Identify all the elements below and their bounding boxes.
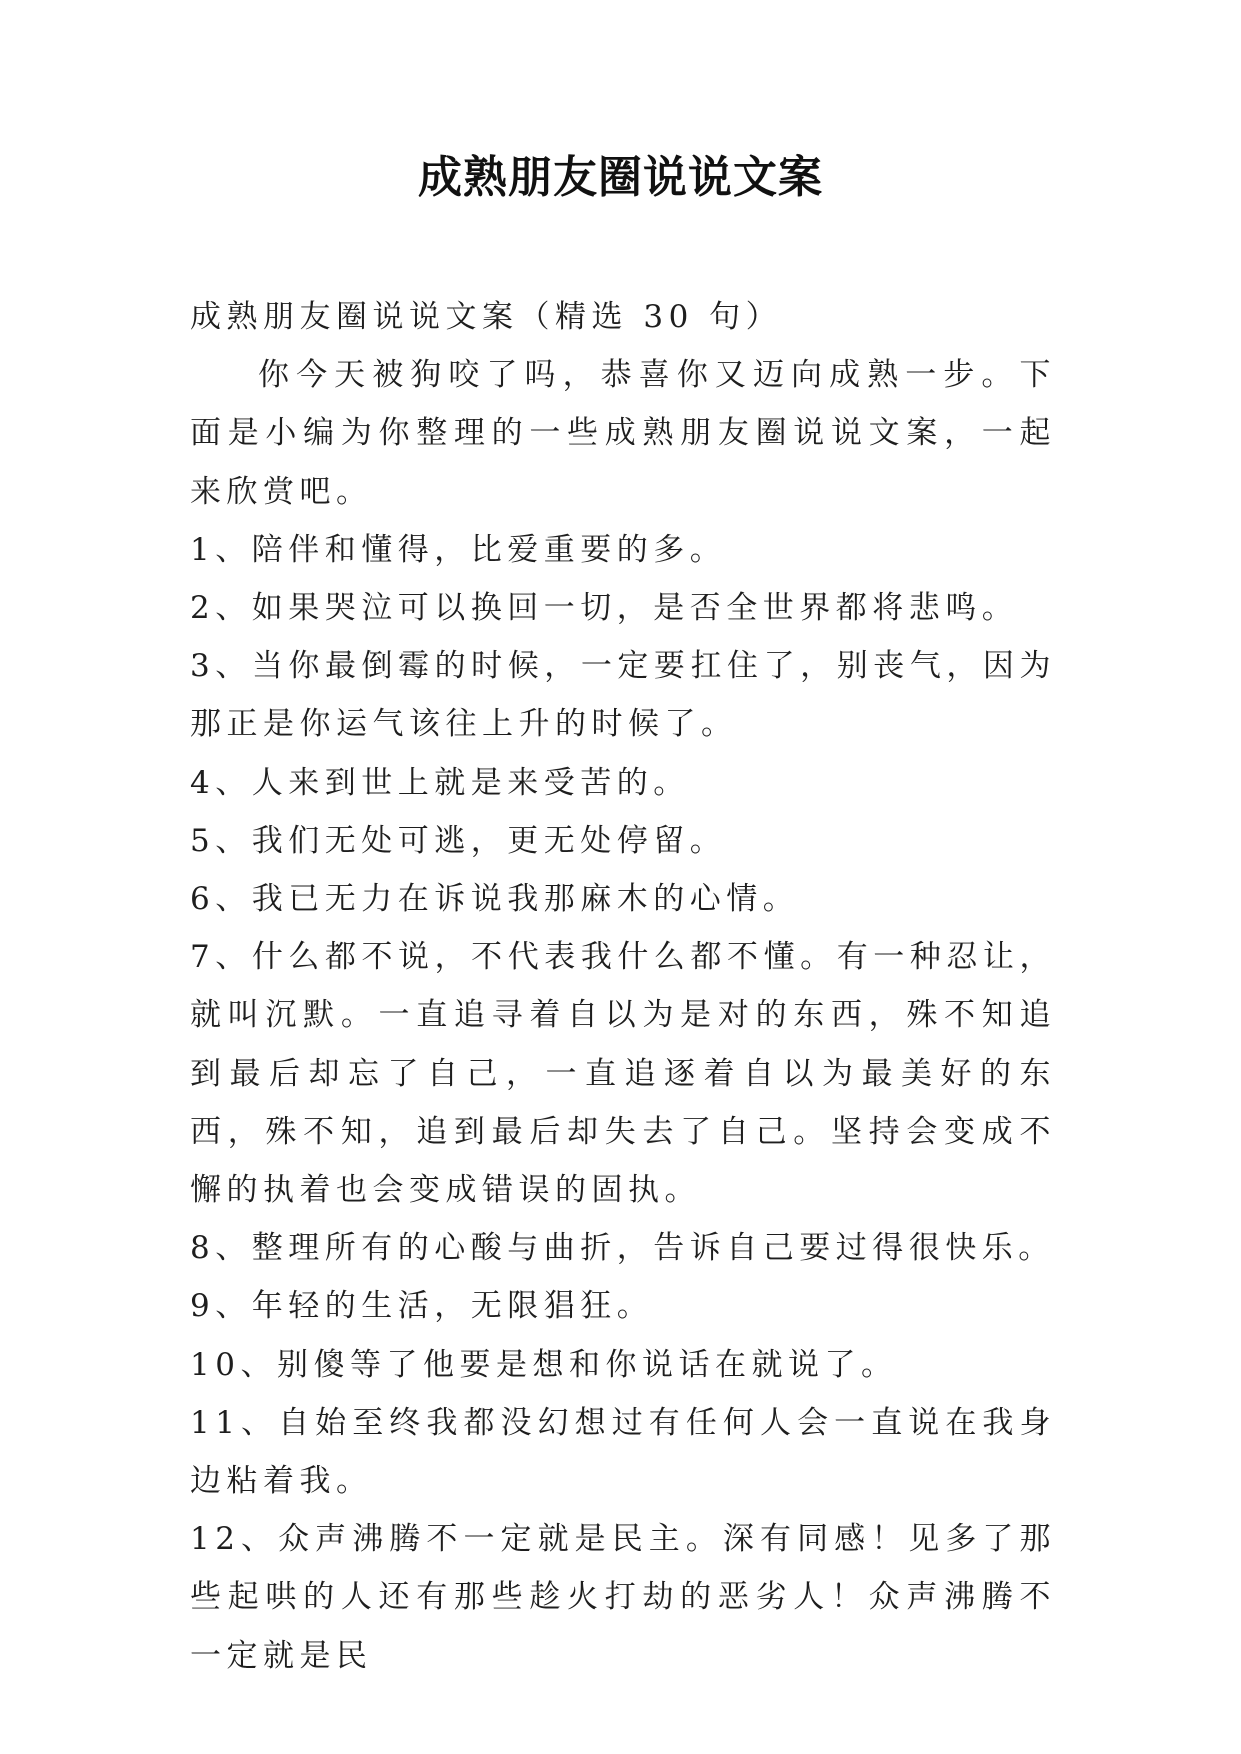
list-item-4: 4、人来到世上就是来受苦的。 xyxy=(190,764,690,801)
list-item-5: 5、我们无处可逃，更无处停留。 xyxy=(190,822,727,859)
list-item-6: 6、我已无力在诉说我那麻木的心情。 xyxy=(190,881,800,918)
list-item-1: 1、陪伴和懂得，比爱重要的多。 xyxy=(190,531,727,568)
document-body xyxy=(190,288,1056,1685)
list-item-2: 2、如果哭泣可以换回一切，是否全世界都将悲鸣。 xyxy=(190,590,1019,627)
document-title: 成熟朋友圈说说文案 xyxy=(418,152,823,203)
list-item-10: 10、别傻等了他要是想和你说话在就说了。 xyxy=(190,1346,898,1383)
list-item-11: 11、自始至终我都没幻想过有任何人会一直说在我身边粘着我。 xyxy=(190,1404,1056,1500)
intro-paragraph: 你今天被狗咬了吗，恭喜你又迈向成熟一步。下面是小编为你整理的一些成熟朋友圈说说文案，一起来欣赏吧。 xyxy=(190,357,1056,510)
list-item-9: 9、年轻的生活，无限猖狂。 xyxy=(190,1288,654,1325)
document-subtitle: 成熟朋友圈说说文案（精选 30 句） xyxy=(190,299,783,335)
list-item-7: 7、什么都不说，不代表我什么都不懂。有一种忍让，就叫沉默。一直追寻着自以为是对的东西，殊不知追到最后却忘了自己，一直追逐着自以为最美好的东西，殊不知，追到最后却失去了自己。坚持会变成不懈的执着也会变成错误的固执。 xyxy=(190,939,1056,1209)
list-item-12: 12、众声沸腾不一定就是民主。深有同感！见多了那些起哄的人还有那些趁火打劫的恶劣人！众声沸腾不一定就是民 xyxy=(190,1521,1056,1674)
list-item-3: 3、当你最倒霉的时候，一定要扛住了，别丧气，因为那正是你运气该往上升的时候了。 xyxy=(190,648,1056,743)
list-item-8: 8、整理所有的心酸与曲折，告诉自己要过得很快乐。 xyxy=(190,1230,1055,1267)
